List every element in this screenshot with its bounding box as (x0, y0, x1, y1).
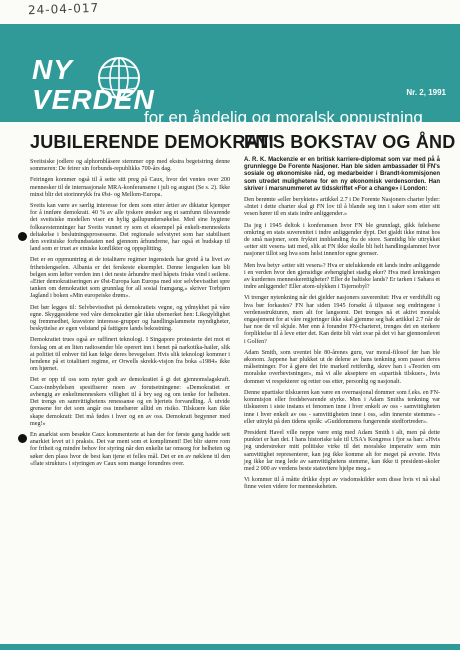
right-article-title: FN'S BOKSTAV OG ÅND (244, 132, 456, 152)
paragraph: President Havel ville neppe være enig med Adam Smith i alt, men på dette punktet er han det. I hans historiske tale til USA's Kongress i fjor sa han: «Hvis jeg understreker mitt politiske virke til det moralske imperativ som min samvittighet representerer, kan jeg ikke komme alt for meget på avveie. Hvis jeg ikke lar meg lede av samvittighetens stemme, kan ikke ti president-skoler med 2 000 av verdens beste statsvitere hjelpe meg.» (244, 429, 440, 472)
paragraph: Vi kommer til å måtte drikke dypt av visdomskilder som disse hvis vi nå skal finne veien videre for menneskeheten. (244, 477, 440, 491)
left-article (30, 132, 274, 472)
paragraph: Vi trenger nytenkning når det gjelder nasjoners suverenitet: Hva er verdifullt og hva bør forkastes? FN har siden 1945 forsøkt å tilpasse seg endringene i verdensstrukturen, men alt for langsomt. Det trenges nå et aktivt moralsk engasjement for at våre regjeringer ikke skal gjemme seg bak artikkel 2.7 når de har noe de vil skjule. Mer enn å forandre FN-charteret, trenges det en sterkere forpliktelse til å leve etter det. Kan dette bli vårt svar på det vi har gjennomlevet i Golfen? (244, 295, 440, 345)
masthead-banner (0, 24, 460, 127)
paragraph: Men hva betyr «etter sitt vesen»? Hva er utelukkende ett lands indre anliggende i en verden hvor den gjensidige avhengighet stadig øker? Hva med krenkingen av kurdernes menneskerettigheter? Eller de baltiske lands? Er tarken i Sahara et indre anliggende? Eller atom-ulykken i Tsjernobyl? (244, 262, 440, 291)
article-lead: A. R. K. Mackenzie er en britisk karriere-diplomat som var med på å grunnlegge De Forente Nasjoner. Han ble siden ambassadør til FN's sosiale og økonomiske råd, og medarbeider i Brandt-kommisjonen som utredet mulighetene for en ny økonomisk verdensorden. Han skriver i marsnummeret av tidsskriftet «For a change» i London: (244, 157, 440, 192)
paragraph: Sveits kan være av særlig interesse for dem som etter årtier av diktatur kjemper for å innføre demokrati. 40 % av alle tyskere ønsker seg et samfunn tilsvarende det sveitsiske modellen viser en hylig gallupundersøkelse. Med sine hygiene folkeavstemninger har Sveits vunnet ry som et eksempel på enkelt-menneskets deltakelse i beslutningsprosessene. Det regionale selvstyret som har stabilisert den sveitsiske forbundsstaten ned gjennom århundrene, har også et budskap til land som er truet av etniske konflikter og oppsplitting. (30, 203, 230, 253)
paragraph: Feiringen kommer også til å sette sitt preg på Caux, hvor det ventes over 200 mennesker til de internasjonale MRA-konferansene i juli og august (Se s. 2). Ikke minst blir det storinnrykk fra Øst- og Mellom-Europa. (30, 177, 230, 198)
paragraph: Den berømte «eller beryktete» artikkel 2.7 i De Forente Nasjoners charter lyder: «Intet i dette charter skal gi FN lov til å blande seg inn i saker som etter sitt vesen hører til en stats indre anliggender.» (244, 197, 440, 218)
paragraph: Demokratiet trues også av raffinert teknologi. I Singapore protesterte det mot et forslag om at en liten radiosender ble operert inn i benet på narkotika-hailer, slik at politiet til enhver tid kan følge deres bevegelser. Hvis slik teknologi kommer i hendene på et totalitært regime, er Orwells skrekk-visjon fra boka «1984» ikke om hjørnet. (30, 337, 230, 373)
paragraph: Sveitsiske jodlere og alphornblåsere stemmer opp med ekstra begeistring denne sommeren: De feirer sin forbunds-republikks 700-års dag. (30, 159, 230, 173)
paragraph: Adam Smith, som uventet ble 80-årenes guru, var moral-filosof før han ble økonom. Jappene har plukket ut de delene av hans tenkning som passet deres målsetninger. For å gjøre det frie marked rettferdig, skrev han i «Teorien om moralske overbevisninger», må vi alle akseptere en «upartisk tilskuer», hvis dommer vi respekterer og retter oss etter, personlig og nasjonalt. (244, 349, 440, 385)
punch-hole-top (18, 232, 27, 241)
paragraph: Det er opp til oss som nyter godt av demokratiet å gi det gjennomslagskraft. Caux-innbydelsen spesifiserer noen av forutsetningene: «Demokratiet er avhengig av enkeltmenneskers villighet til å bry seg og om tenke for helheten. Det trengs en samvittighetens renessanse og en hjertets forvandling. Å utvide grensene for det som angår oss innebærer alltid en risiko. Tilskuere kan ikke skape demokrati: Det må fødes i hver og en av oss. Demokrati begynner med meg!» (30, 377, 230, 427)
paragraph: En anarkist som besøkte Caux kommenterte at han der for første gang hadde sett anarkiet levet ut i praksis. Det var ment som et kompliment! Det blir større rom for friheit og mindre behov for styring når den enkelte tar omsorg for helheten og søker den plass hvor de best kan tjene et felles mål. Det er en av nøklene til den «flate struktur» i styringen av Caux som mange forundres over. (30, 431, 230, 467)
paragraph: Det er en oppmuntring at de totalitære regimer ingensteds har greid å ta livet av frihetslengselen. Albania er det ferskeste eksemplet. Denne lengselen kan bli belgen som løfter verden inn i det neste århundre med håpets friske vind i seilene. «Etter demokratiseringen av Øst-Europa kan Europa med stor selvbevissthet spre tanken om demokratiet som grunnlag for all sosial framgang,» skriver Torbjørn Jagland i boken «Min europeiske drøm». (30, 257, 230, 300)
logo-text-verden: VERDEN (32, 84, 155, 115)
tagline: for en åndelig og moralsk oppustning (144, 108, 423, 127)
globe-icon (96, 52, 142, 104)
paragraph: Det bør legges til: Selvbevissthet på demokratiets vegne, og ydmykhet på våre egne. Skyggesidene ved våre demokratier går ikke ubemerket hen: Likegyldighet og fremmedhet, kravstore interesse-grupper og handlingslammete myndigheter, beskyttelse av egen velstand på fattigere lands bekostning. (30, 304, 230, 333)
paragraph: Denne upartiske tilskueren kan være en overnasjonal dommer som f.eks. en FN-kommisjon eller fredsbevarende styrke. Men i Adam Smiths tenkning var tilskueren i siste instans et fenomen inne i hver enkelt av oss - samvittigheten inne i hver enkelt av oss - samvittigheten inne i oss, «din innerste stemme» - eller uttrykt på den tidens språk: «Guddommens fungerende stedfortreder». (244, 389, 440, 425)
logo-text-ny: NY (32, 54, 73, 85)
punch-hole-bottom (18, 434, 27, 443)
issue-number: Nr. 2, 1991 (406, 88, 446, 97)
bottom-bar (0, 644, 460, 650)
paragraph: Da jeg i 1945 deltok i konferansen hvor FN ble grunnlagt, gikk følelsene omkring en stats suverenitet i indre anliggender dypt. Det gjaldt ikke minst hos de små nasjoner, som fryktet innblanding fra de store. Samtidig ble uttrykket «etter sitt vesen» tatt med, slik at FN ikke skulle bli helt handlingslammet hvor nasjoner tillot seg hva som helst innenfor egne grenser. (244, 222, 440, 258)
right-article (244, 132, 456, 496)
handwritten-date: 24-04-017 (27, 0, 100, 18)
left-article-title: JUBILERENDE DEMOKRATI (30, 132, 274, 152)
